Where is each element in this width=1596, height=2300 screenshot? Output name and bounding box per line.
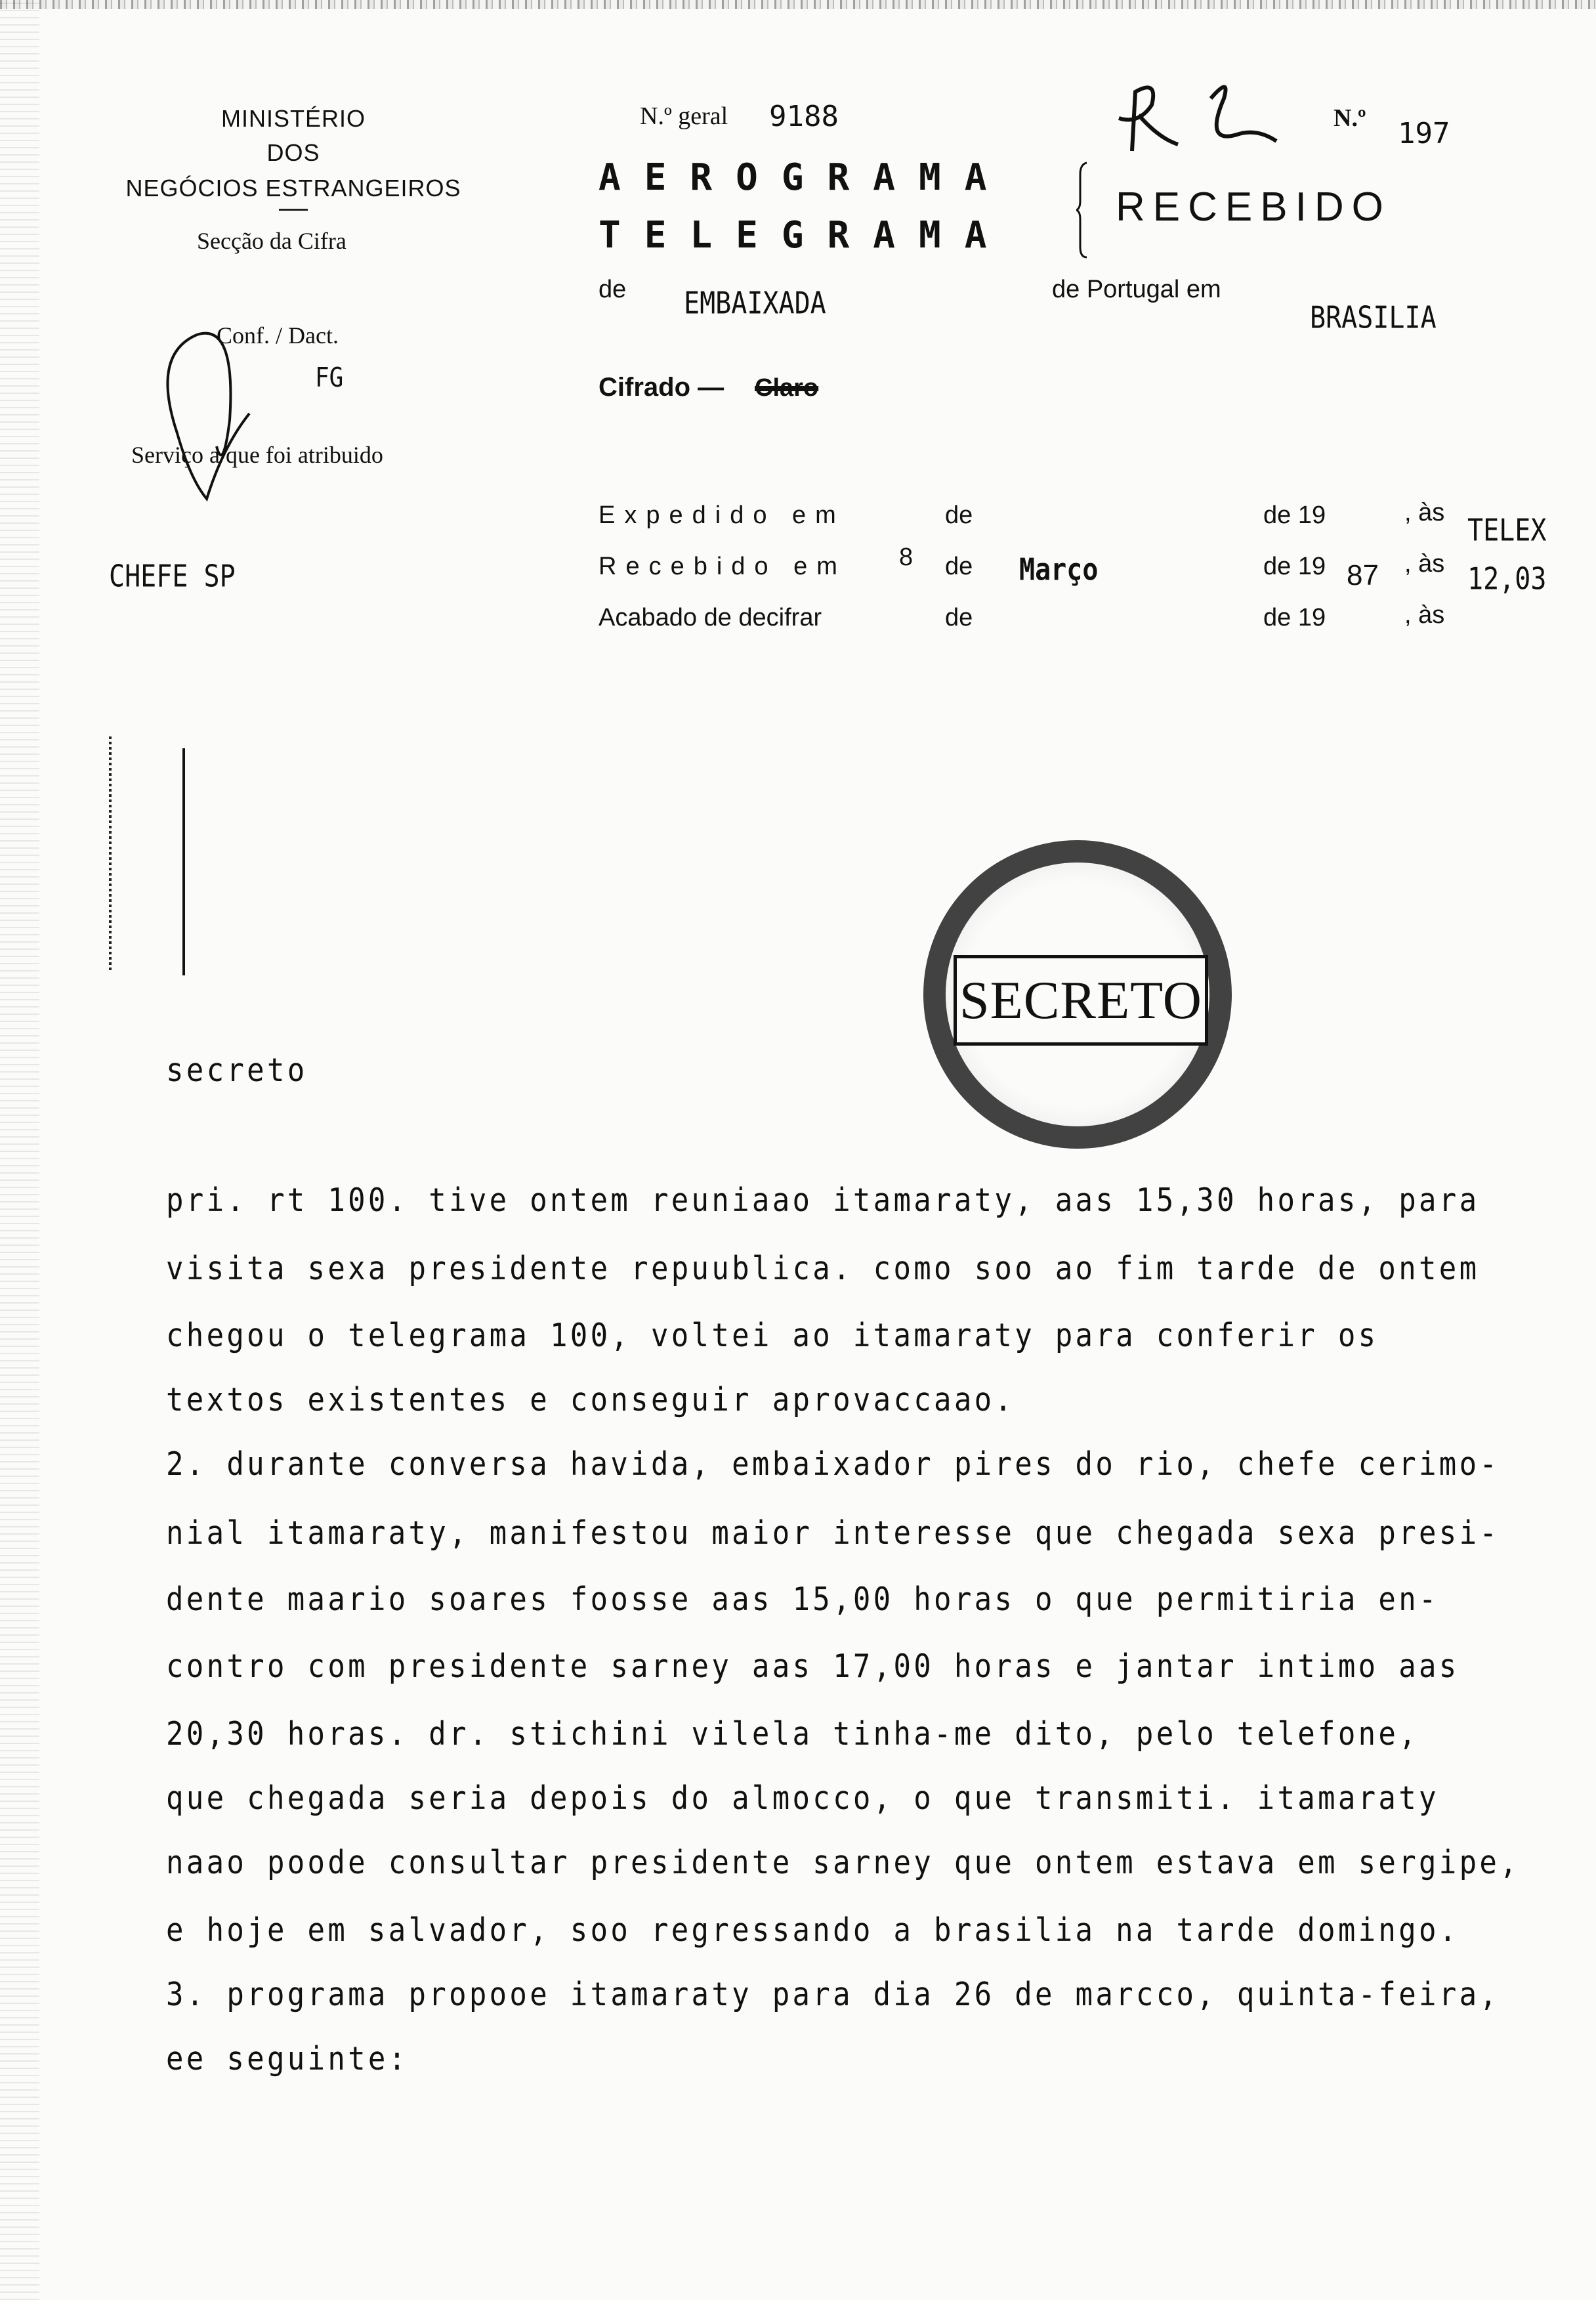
message-line: chegou o telegrama 100, voltei ao itamaraty para conferir os <box>166 1317 1379 1355</box>
dates-de19: de 19 <box>1263 501 1326 529</box>
conf-dact-label: Conf. / Dact. <box>217 322 339 349</box>
dates-de: de <box>945 604 973 631</box>
dates-de19: de 19 <box>1263 553 1326 580</box>
city-value: BRASILIA <box>1310 301 1437 335</box>
sent-time: TELEX <box>1467 513 1547 548</box>
from-label: de <box>598 276 627 303</box>
message-line: 20,30 horas. dr. stichini vilela tinha-me dito, pelo telefone, <box>166 1715 1419 1753</box>
service-label: Serviço a que foi atribuido <box>131 442 383 468</box>
message-line: dente maario soares foosse aas 15,00 horas o que permitiria en- <box>166 1581 1439 1619</box>
scan-left-edge <box>0 0 39 2300</box>
secret-stamp-label: SECRETO <box>954 955 1208 1046</box>
divider <box>279 209 308 211</box>
service-value: CHEFE SP <box>109 559 236 594</box>
message-line: nial itamaraty, manifestou maior interesse que chegada sexa presi- <box>166 1514 1500 1552</box>
message-line: 2. durante conversa havida, embaixador pires do rio, chefe cerimo- <box>166 1445 1500 1483</box>
general-number-label: N.º geral <box>640 102 728 130</box>
classification-label: secreto <box>166 1052 308 1090</box>
type-aerograma: AEROGRAMA <box>598 156 1011 199</box>
message-line: e hoje em salvador, soo regressando a brasilia na tarde domingo. <box>166 1911 1460 1949</box>
brace <box>1076 161 1089 259</box>
received-day: 8 <box>899 543 914 571</box>
dates-de: de <box>945 553 973 580</box>
dates-as: , às <box>1404 499 1445 526</box>
received-year: 87 <box>1347 559 1379 591</box>
dates-label-received: Recebido em <box>598 553 847 580</box>
number-label: N.º <box>1334 104 1366 132</box>
message-line: contro com presidente sarney aas 17,00 horas e jantar intimo aas <box>166 1648 1460 1686</box>
message-line: que chegada seria depois do almocco, o que transmiti. itamaraty <box>166 1779 1439 1818</box>
cipher-struck-option: Claro <box>755 374 819 402</box>
message-line: visita sexa presidente repuublica. como soo ao fim tarde de ontem <box>166 1250 1480 1288</box>
message-line: pri. rt 100. tive ontem reuniaao itamaraty, aas 15,30 horas, para <box>166 1182 1480 1220</box>
cipher-label: Cifrado — <box>598 373 724 402</box>
from-value: EMBAIXADA <box>684 286 826 321</box>
type-telegrama: TELEGRAMA <box>598 214 1011 257</box>
message-line: ee seguinte: <box>166 2040 409 2078</box>
general-number: 9188 <box>769 100 839 133</box>
margin-dotted-line <box>109 734 112 970</box>
section-label: Secção da Cifra <box>197 228 346 254</box>
dates-label-deciphered: Acabado de decifrar <box>598 604 822 631</box>
ministry-line-1: MINISTÉRIO <box>220 105 366 132</box>
margin-line <box>182 748 185 975</box>
country-label: de Portugal em <box>1052 276 1221 303</box>
dates-as: , às <box>1404 601 1445 629</box>
handwritten-initials <box>1112 79 1283 158</box>
dates-de: de <box>945 501 973 529</box>
dates-as: , às <box>1404 550 1445 578</box>
document-number: 197 <box>1398 117 1450 150</box>
message-line: 3. programa propooe itamaraty para dia 26 de marcco, quinta-feira, <box>166 1976 1500 2014</box>
received-month: Março <box>1019 553 1099 587</box>
ministry-line-2: DOS <box>266 139 320 166</box>
scan-top-edge <box>0 0 1596 9</box>
dates-label-sent: Expedido em <box>598 501 845 529</box>
message-line: textos existentes e conseguir aprovaccaao. <box>166 1381 1015 1419</box>
ministry-line-3: NEGÓCIOS ESTRANGEIROS <box>125 175 461 202</box>
status-received: RECEBIDO <box>1116 184 1391 230</box>
message-line: naao poode consultar presidente sarney que ontem estava em sergipe, <box>166 1844 1520 1882</box>
conf-dact-value: FG <box>315 362 344 394</box>
received-time: 12,03 <box>1467 562 1547 597</box>
dates-de19: de 19 <box>1263 604 1326 631</box>
